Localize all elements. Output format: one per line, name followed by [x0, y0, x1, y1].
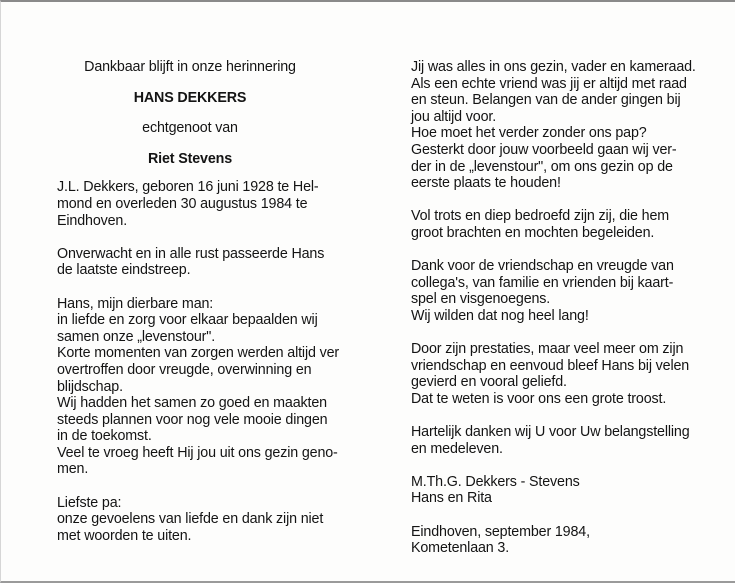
- text-line: Dank voor de vriendschap en vreugde van: [411, 258, 674, 275]
- text-line: en steun. Belangen van de ander gingen bij: [411, 92, 681, 109]
- text-line: gevierd en vooral geliefd.: [411, 374, 567, 391]
- text-line: Onverwacht en in alle rust passeerde Hans: [57, 245, 325, 262]
- text-line: mond en overleden 30 augustus 1984 te: [57, 195, 308, 212]
- text-line: Hoe moet het verder zonder ons pap?: [411, 125, 647, 142]
- text-line: spel en visgenoegens.: [411, 291, 551, 308]
- text-line: Wij wilden dat nog heel lang!: [411, 307, 589, 324]
- text-line: samen onze „levenstour".: [57, 328, 216, 345]
- gratitude-paragraph: [411, 424, 690, 457]
- text-line: Dat te weten is voor ons een grote troost.: [411, 390, 667, 407]
- address-line: Kometenlaan 3.: [411, 540, 510, 557]
- header-line: Dankbaar blijft in onze herinnering: [84, 59, 296, 75]
- text-line: Als een echte vriend was jij er altijd met raad: [411, 75, 687, 92]
- text-line: blijdschap.: [57, 378, 123, 395]
- text-line: J.L. Dekkers, geboren 16 juni 1928 te Hel-: [57, 179, 319, 196]
- text-line: Wij hadden het samen zo goed en maakten: [57, 395, 327, 412]
- text-line: groot brachten en mochten begeleiden.: [411, 224, 655, 241]
- tribute-paragraph: [411, 59, 696, 192]
- text-line: in de toekomst.: [57, 428, 152, 445]
- text-line: onze gevoelens van liefde en dank zijn niet: [57, 511, 324, 528]
- signature-block: [411, 474, 683, 507]
- signature-line: M.Th.G. Dekkers - Stevens: [411, 473, 580, 490]
- pride-paragraph: [411, 208, 683, 241]
- text-line: Hans, mijn dierbare man:: [57, 295, 214, 312]
- thanks-paragraph: [411, 258, 683, 324]
- text-line: Door zijn prestaties, maar veel meer om zijn: [411, 341, 684, 358]
- text-line: in liefde en zorg voor elkaar bepaalden wij: [57, 312, 318, 329]
- text-line: overtroffen door vreugde, overwinning en: [57, 361, 312, 378]
- left-column: [57, 59, 340, 544]
- text-line: Vol trots en diep bedroefd zijn zij, die hem: [411, 208, 670, 225]
- text-line: men.: [57, 461, 89, 478]
- deceased-name: HANS DEKKERS: [133, 89, 247, 106]
- signature-line: Hans en Rita: [411, 490, 492, 507]
- text-line: de laatste eindstreep.: [57, 262, 191, 279]
- text-line: vriendschap en eenvoud bleef Hans bij velen: [411, 357, 690, 374]
- text-line: Hartelijk danken wij U voor Uw belangstelling: [411, 424, 690, 441]
- farewell-paragraph: [57, 495, 323, 545]
- text-line: steeds plannen voor nog vele mooie dingen: [57, 411, 328, 428]
- text-line: der in de „levenstour", om ons gezin op de: [411, 158, 673, 175]
- text-line: eerste plaats te houden!: [411, 175, 561, 192]
- text-line: Eindhoven.: [57, 212, 128, 229]
- right-column: [411, 59, 696, 557]
- spouse-message-paragraph: [57, 295, 340, 479]
- text-line: en medeleven.: [411, 440, 503, 457]
- text-line: jou altijd voor.: [411, 108, 497, 125]
- text-line: Veel te vroeg heeft Hij jou uit ons gezin geno-: [57, 444, 338, 461]
- relation-line: echtgenoot van: [142, 120, 238, 137]
- place-date-block: [411, 524, 683, 557]
- text-line: Gesterkt door jouw voorbeeld gaan wij ver-: [411, 141, 677, 158]
- text-line: Jij was alles in ons gezin, vader en kameraad.: [411, 59, 696, 75]
- text-line: Korte momenten van zorgen werden altijd ver: [57, 345, 340, 362]
- text-line: collega's, van familie en vrienden bij kaart-: [411, 274, 674, 291]
- text-line: Liefste pa:: [57, 494, 122, 511]
- spouse-name: Riet Stevens: [147, 150, 233, 167]
- achievement-paragraph: [411, 341, 690, 407]
- passing-paragraph: [57, 246, 323, 279]
- place-date-line: Eindhoven, september 1984,: [411, 523, 590, 540]
- birth-paragraph: [57, 179, 323, 229]
- text-line: met woorden te uiten.: [57, 527, 192, 544]
